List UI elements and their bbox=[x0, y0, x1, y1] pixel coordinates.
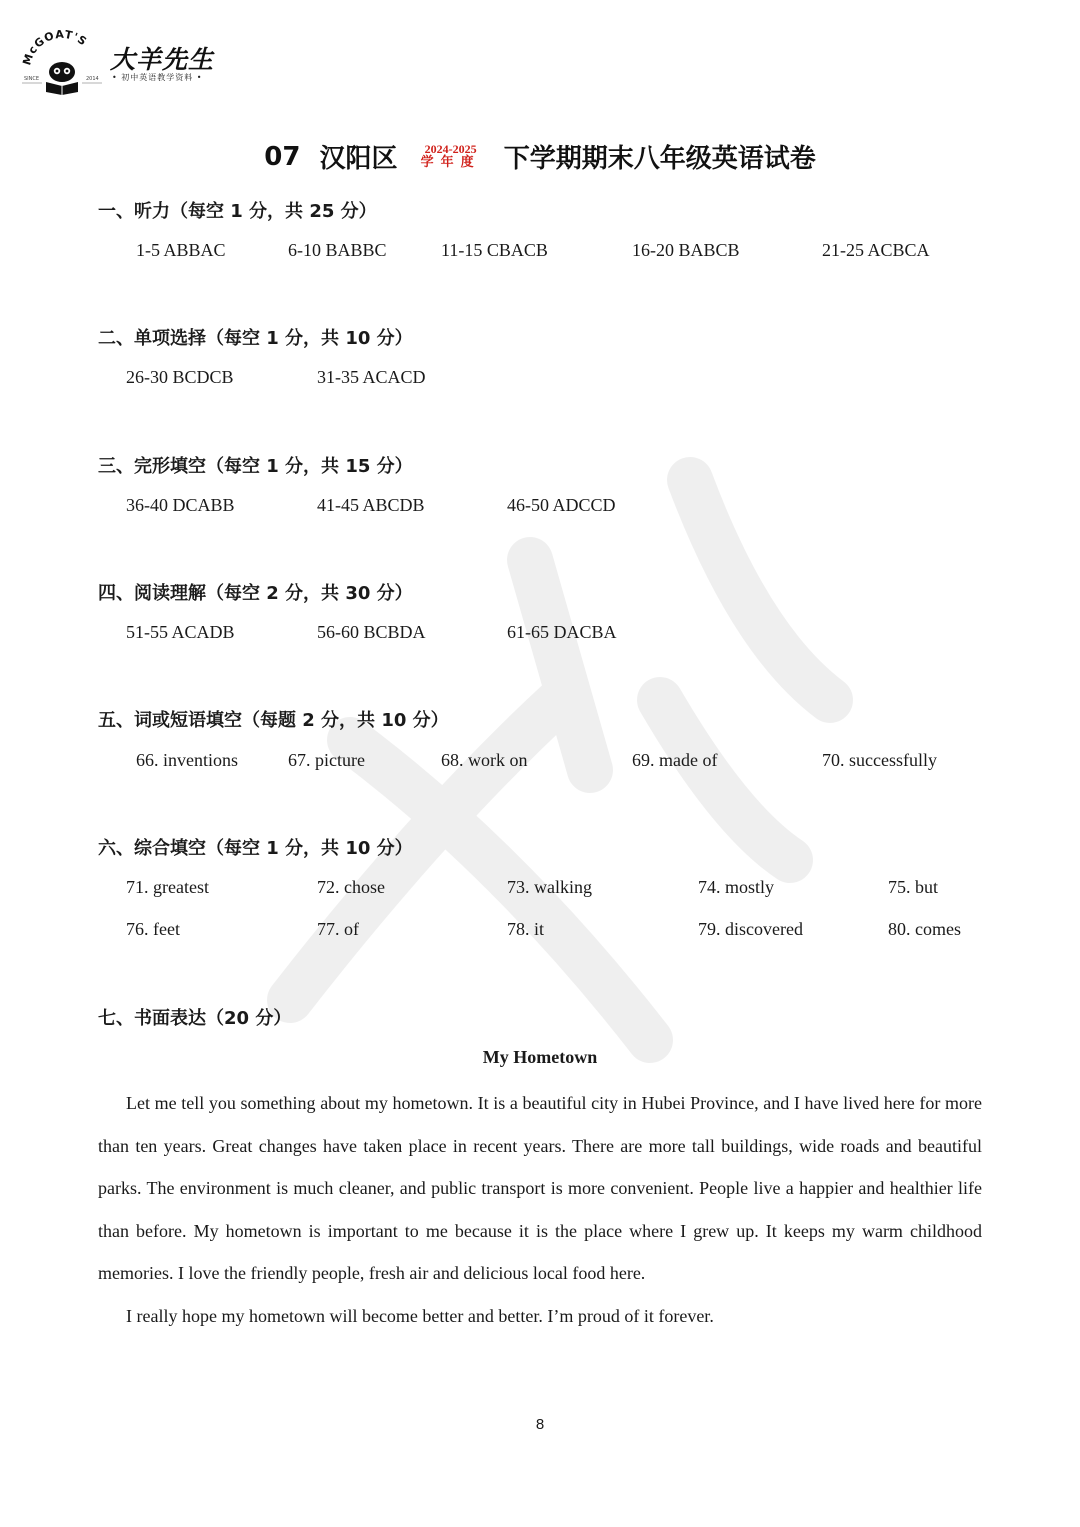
section-heading-writing: 七、书面表达（20 分） bbox=[98, 1008, 292, 1029]
logo-year: 2014 bbox=[86, 76, 99, 82]
answer-cell: 70. successfully bbox=[822, 750, 937, 770]
title-number: 07 bbox=[264, 141, 301, 172]
essay-body bbox=[98, 1082, 982, 1337]
title-year-box bbox=[421, 143, 481, 169]
answer-cell: 74. mostly bbox=[698, 877, 775, 897]
answer-cell: 75. but bbox=[888, 877, 939, 897]
answer-cell: 36-40 DCABB bbox=[126, 495, 235, 515]
answer-cell: 16-20 BABCB bbox=[632, 240, 740, 260]
answer-cell: 78. it bbox=[507, 919, 545, 939]
answer-cell: 1-5 ABBAC bbox=[136, 240, 226, 260]
answer-cell: 71. greatest bbox=[126, 877, 209, 897]
logo-arc-text: McGOAT'S bbox=[20, 30, 90, 67]
section-heading-cloze: 三、完形填空（每空 1 分，共 15 分） bbox=[98, 456, 413, 477]
answer-cell: 61-65 DACBA bbox=[507, 622, 617, 642]
logo-brand-name: 大羊先生 bbox=[110, 45, 215, 74]
answer-cell: 72. chose bbox=[317, 877, 385, 897]
answer-cell: 80. comes bbox=[888, 919, 961, 939]
title-year-range: 2024-2025 bbox=[424, 142, 477, 157]
title-main: 下学期期末八年级英语试卷 bbox=[503, 144, 816, 174]
answer-cell: 67. picture bbox=[288, 750, 365, 770]
answer-cell: 56-60 BCBDA bbox=[317, 622, 426, 642]
answer-cell: 21-25 ACBCA bbox=[822, 240, 930, 260]
svg-text:McGOAT'S bbox=[20, 30, 89, 67]
title-year-label: 学年度 bbox=[420, 154, 481, 170]
section-heading-reading: 四、阅读理解（每空 2 分，共 30 分） bbox=[98, 583, 413, 604]
answer-cell: 76. feet bbox=[126, 919, 180, 939]
section-heading-single-choice: 二、单项选择（每空 1 分，共 10 分） bbox=[98, 328, 413, 349]
answer-cell: 11-15 CBACB bbox=[441, 240, 548, 260]
answer-cell: 69. made of bbox=[632, 750, 718, 770]
essay-paragraph: Let me tell you something about my hometown. It is a beautiful city in Hubei Province, and I have lived here for more than ten years. Great changes have taken place in recent years. There are more tall buildings, wide roads and beautiful parks. The environment is much cleaner, and public transport is more convenient. People live a happier and healthier life than before. My hometown is important to me because it is the place where I grew up. It keeps my warm childhood memories. I love the friendly people, fresh air and delicious local food here. bbox=[98, 1093, 982, 1283]
answer-cell: 6-10 BABBC bbox=[288, 240, 387, 260]
answer-cell: 79. discovered bbox=[698, 919, 803, 939]
section-heading-comprehensive-fill: 六、综合填空（每空 1 分，共 10 分） bbox=[98, 838, 413, 859]
essay-title: My Hometown bbox=[482, 1047, 598, 1067]
brand-logo bbox=[18, 30, 228, 96]
answer-cell: 73. walking bbox=[507, 877, 592, 897]
answer-cell: 26-30 BCDCB bbox=[126, 367, 234, 387]
section-heading-word-fill: 五、词或短语填空（每题 2 分，共 10 分） bbox=[98, 710, 449, 731]
logo-tagline: • 初中英语教学资料 • bbox=[112, 73, 203, 82]
goat-mascot-icon bbox=[18, 30, 108, 96]
section-heading-listening: 一、听力（每空 1 分，共 25 分） bbox=[98, 201, 377, 222]
answer-cell: 31-35 ACACD bbox=[317, 367, 426, 387]
essay-paragraph: I really hope my hometown will become better and better. I’m proud of it forever. bbox=[126, 1305, 714, 1326]
answer-cell: 68. work on bbox=[441, 750, 528, 770]
answer-cell: 51-55 ACADB bbox=[126, 622, 235, 642]
answer-cell: 66. inventions bbox=[136, 750, 238, 770]
page-number: 8 bbox=[535, 1416, 545, 1433]
answer-cell: 46-50 ADCCD bbox=[507, 495, 616, 515]
answer-cell: 41-45 ABCDB bbox=[317, 495, 425, 515]
logo-since: SINCE bbox=[24, 76, 40, 82]
answer-cell: 77. of bbox=[317, 919, 359, 939]
page-title bbox=[0, 138, 1080, 175]
title-district: 汉阳区 bbox=[319, 144, 398, 174]
